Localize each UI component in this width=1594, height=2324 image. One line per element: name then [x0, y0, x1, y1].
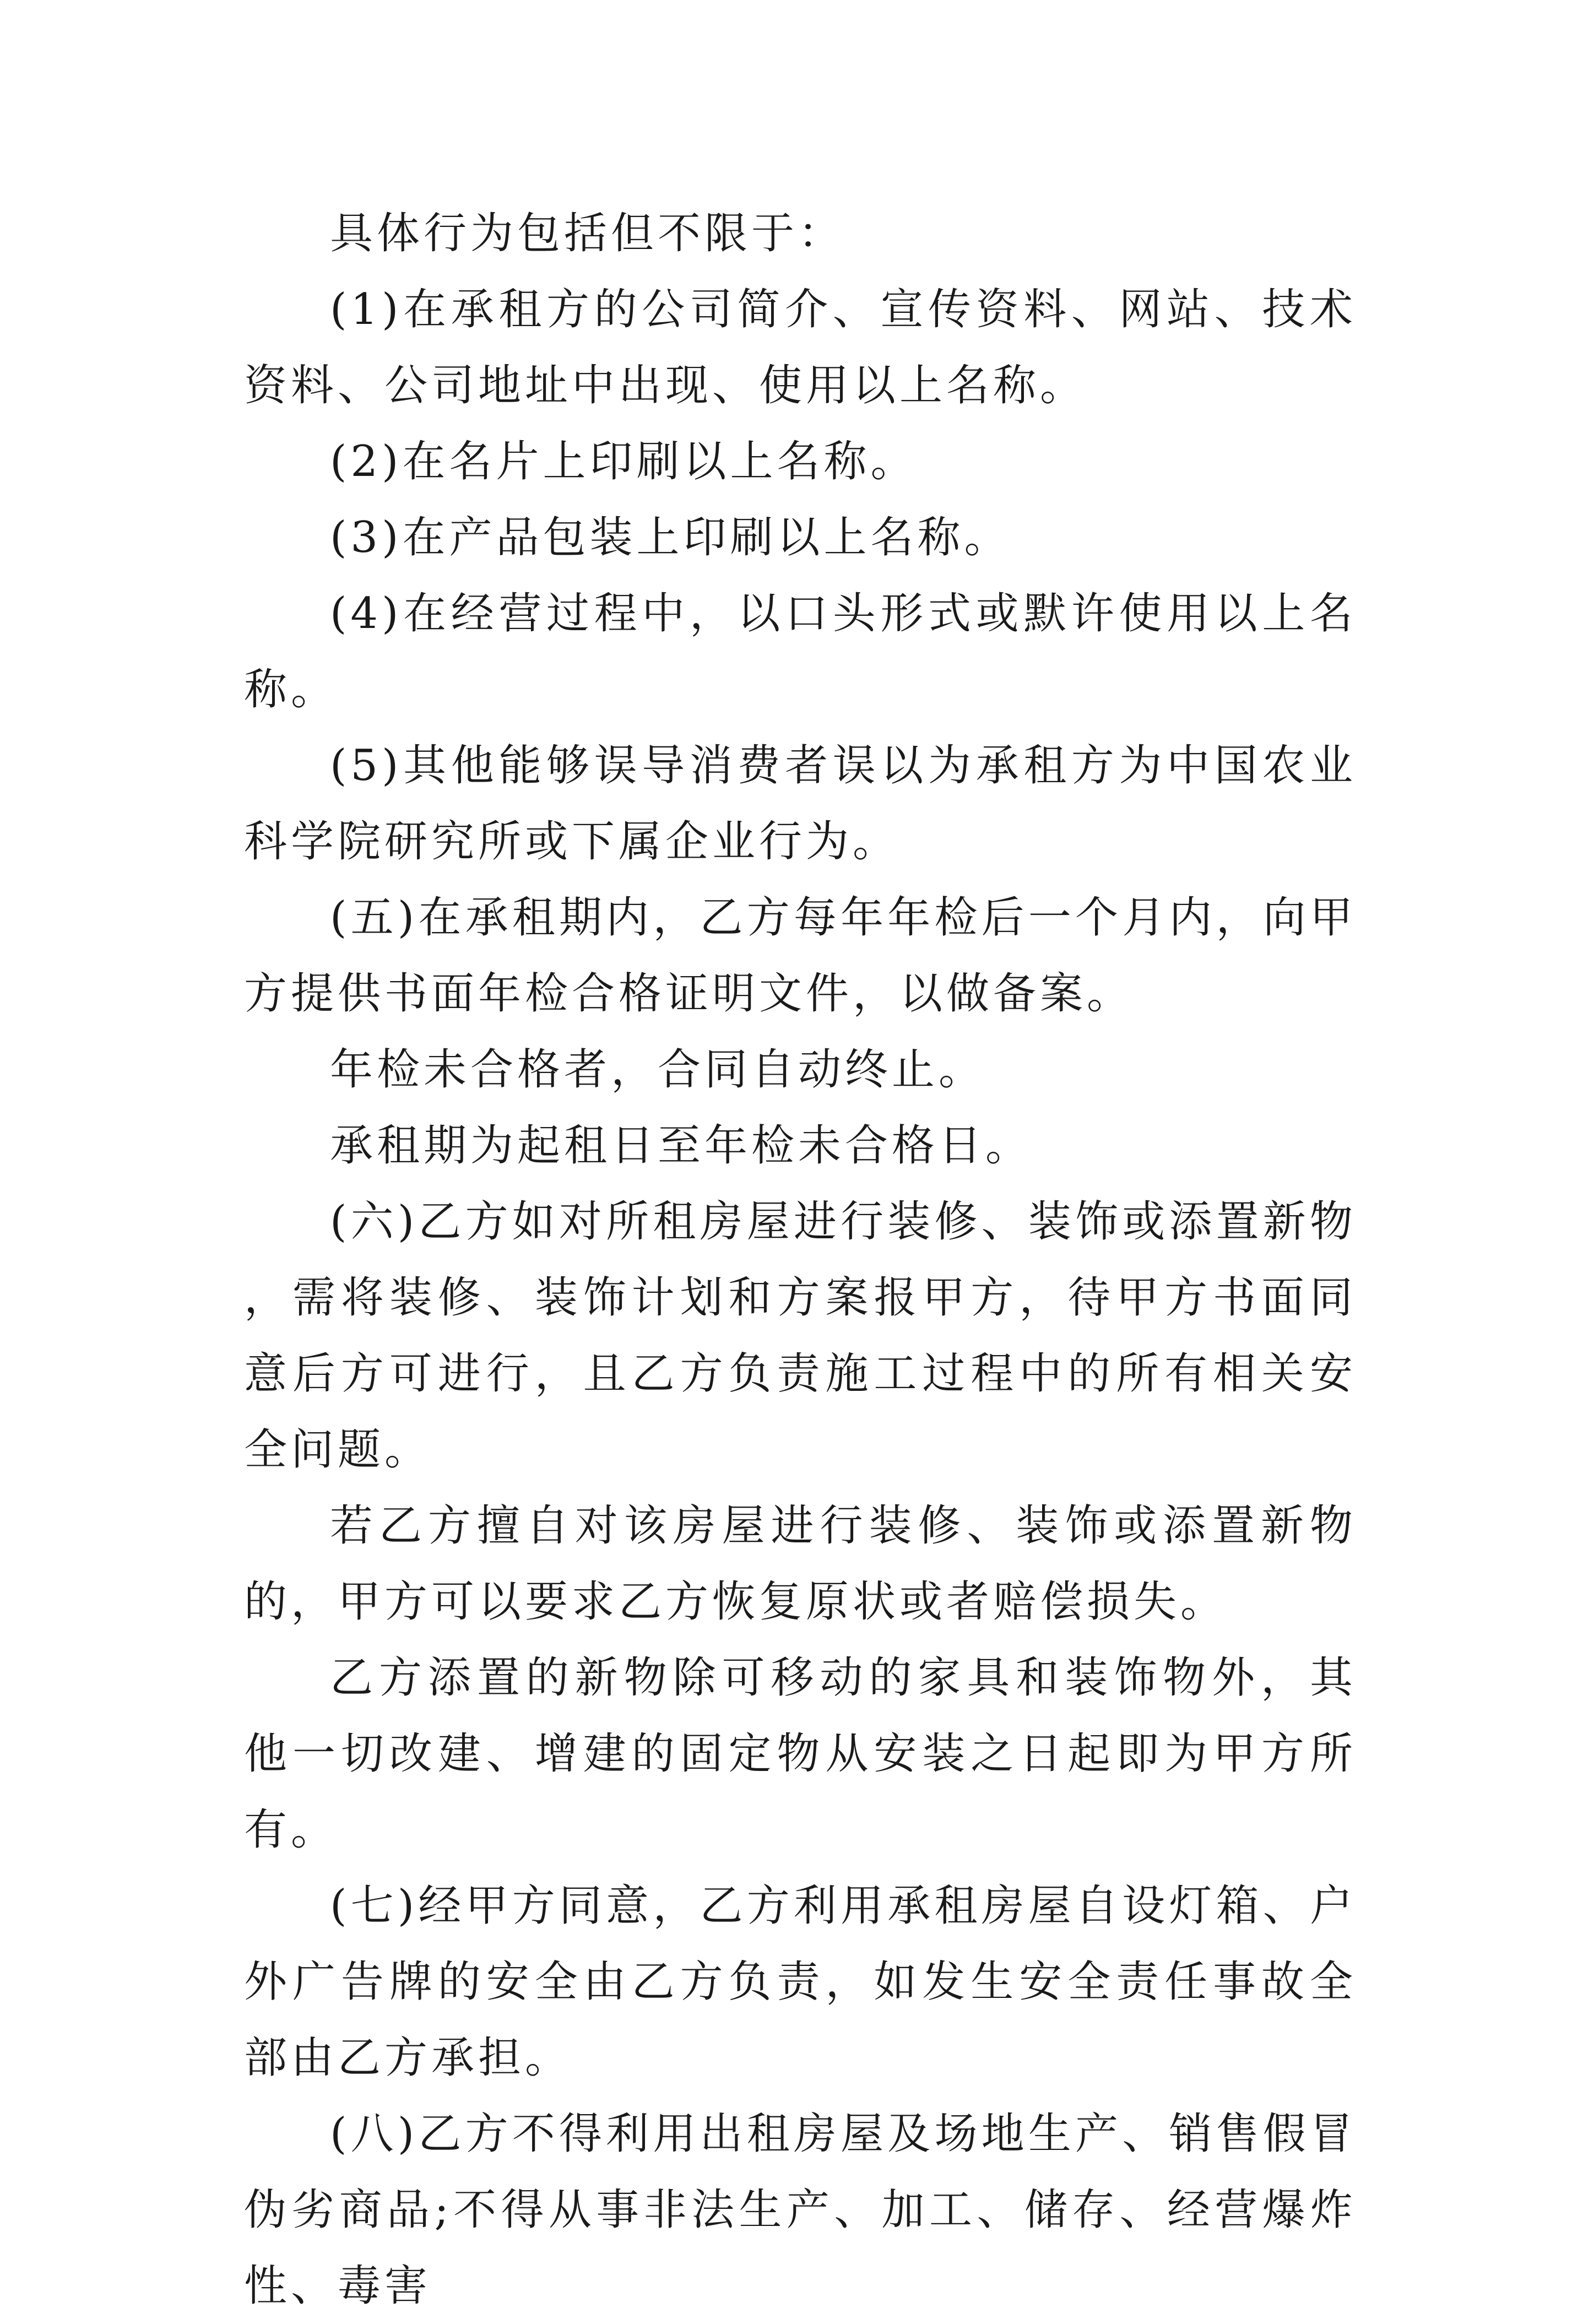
paragraph: (六)乙方如对所租房屋进行装修、装饰或添置新物，需将装修、装饰计划和方案报甲方，待甲方书面同意后方可进行，且乙方负责施工过程中的所有相关安全问题。 — [244, 1197, 1357, 1475]
paragraph: (1)在承租方的公司简介、宣传资料、网站、技术资料、公司地址中出现、使用以上名称。 — [244, 285, 1357, 410]
document-body — [244, 196, 1357, 2324]
paragraph: 承租期为起租日至年检未合格日。 — [330, 1121, 1033, 1171]
paragraph: (5)其他能够误导消费者误以为承租方为中国农业科学院研究所或下属企业行为。 — [244, 741, 1357, 866]
paragraph: (八)乙方不得利用出租房屋及场地生产、销售假冒伪劣商品;不得从事非法生产、加工、储存、经营爆炸性、毒害 — [244, 2109, 1357, 2311]
paragraph: (4)在经营过程中，以口头形式或默许使用以上名称。 — [244, 589, 1357, 714]
paragraph: 年检未合格者，合同自动终止。 — [330, 1045, 986, 1095]
paragraph: (七)经甲方同意，乙方利用承租房屋自设灯箱、户外广告牌的安全由乙方负责，如发生安全责任事故全部由乙方承担。 — [244, 1881, 1357, 2083]
paragraph: (3)在产品包装上印刷以上名称。 — [330, 513, 1011, 562]
paragraph: (2)在名片上印刷以上名称。 — [330, 437, 918, 486]
paragraph: 具体行为包括但不限于： — [330, 209, 845, 258]
paragraph: 乙方添置的新物除可移动的家具和装饰物外，其他一切改建、增建的固定物从安装之日起即为甲方所有。 — [244, 1653, 1357, 1855]
paragraph: 若乙方擅自对该房屋进行装修、装饰或添置新物的，甲方可以要求乙方恢复原状或者赔偿损失。 — [244, 1501, 1357, 1627]
paragraph: (五)在承租期内，乙方每年年检后一个月内，向甲方提供书面年检合格证明文件，以做备案。 — [244, 893, 1357, 1019]
